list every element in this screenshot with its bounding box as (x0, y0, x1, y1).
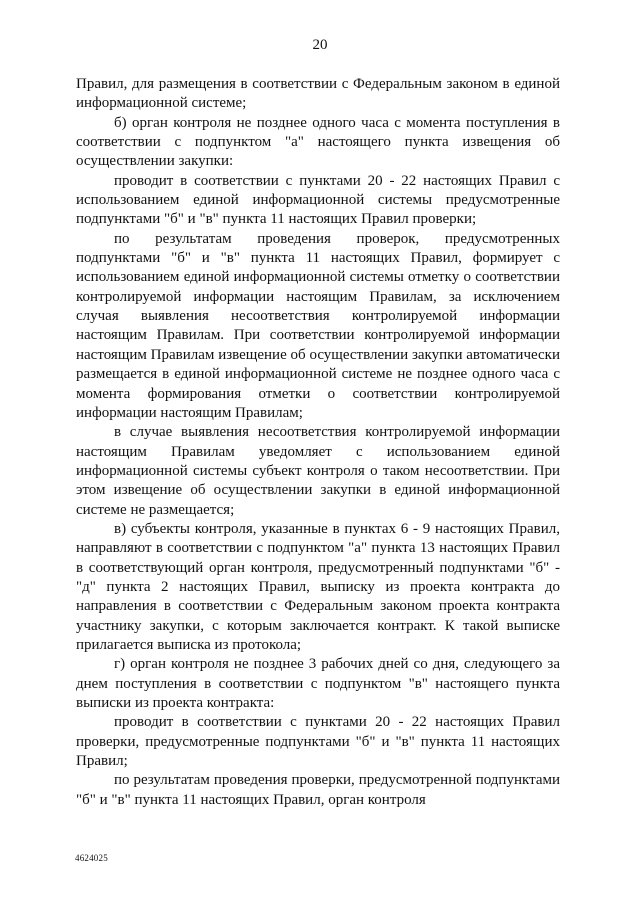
paragraph-check-results: по результатам проведения проверок, предусмотренных подпунктами "б" и "в" пункта 11 настоящих Правил, формирует с использованием единой информационной системы отметку о соответствии контролируемой информации настоящим Правилам, за исключением случая выявления несоответствия контролируемой информации настоящим Правилам. При соответствии контролируемой информации настоящим Правилам извещение об осуществлении закупки автоматически размещается в единой информационной системе не позднее одного часа с момента формирования отметки о соответствии контролируемой информации настоящим Правилам; (76, 230, 560, 421)
paragraph-continuation: Правил, для размещения в соответствии с Федеральным законом в единой информационной системе; (76, 76, 560, 112)
page-number: 20 (312, 37, 328, 53)
paragraph-subitem-v: в) субъекты контроля, указанные в пунктах 6 - 9 настоящих Правил, направляют в соответствии с подпунктом "а" пункта 13 настоящих Правил в соответствующий орган контроля, предусмотренный подпунктами "б" - "д" пункта 2 настоящих Правил, выписку из проекта контракта до направления в соответствии с Федеральным законом проекта контракта участнику закупки, с которым заключается контракт. К такой выписке прилагается выписка из протокола; (76, 520, 560, 653)
paragraph-nonconformity: в случае выявления несоответствия контролируемой информации настоящим Правилам уведомляет с использованием единой информационной системы субъект контроля о таком несоответствии. При этом извещение об осуществлении закупки в единой информационной системе не размещается; (76, 424, 560, 518)
paragraph-check-results-2: по результатам проведения проверки, предусмотренной подпунктами "б" и "в" пункта 11 настоящих Правил, орган контроля (76, 772, 560, 808)
document-body (76, 75, 560, 810)
paragraph-subitem-g: г) орган контроля не позднее 3 рабочих дней со дня, следующего за днем поступления в соответствии с подпунктом "в" настоящего пункта выписки из проекта контракта: (76, 656, 560, 711)
paragraph-subitem-b: б) орган контроля не позднее одного часа с момента поступления в соответствии с подпунктом "а" настоящего пункта извещения об осуществлении закупки: (76, 114, 560, 170)
document-id: 4624025 (75, 853, 108, 863)
paragraph-checks: проводит в соответствии с пунктами 20 - 22 настоящих Правил с использованием единой информационной системы предусмотренные подпунктами "б" и "в" пункта 11 настоящих Правил проверки; (76, 172, 560, 228)
paragraph-checks-2: проводит в соответствии с пунктами 20 - 22 настоящих Правил проверки, предусмотренные подпунктами "б" и "в" пункта 11 настоящих Правил; (76, 714, 560, 770)
